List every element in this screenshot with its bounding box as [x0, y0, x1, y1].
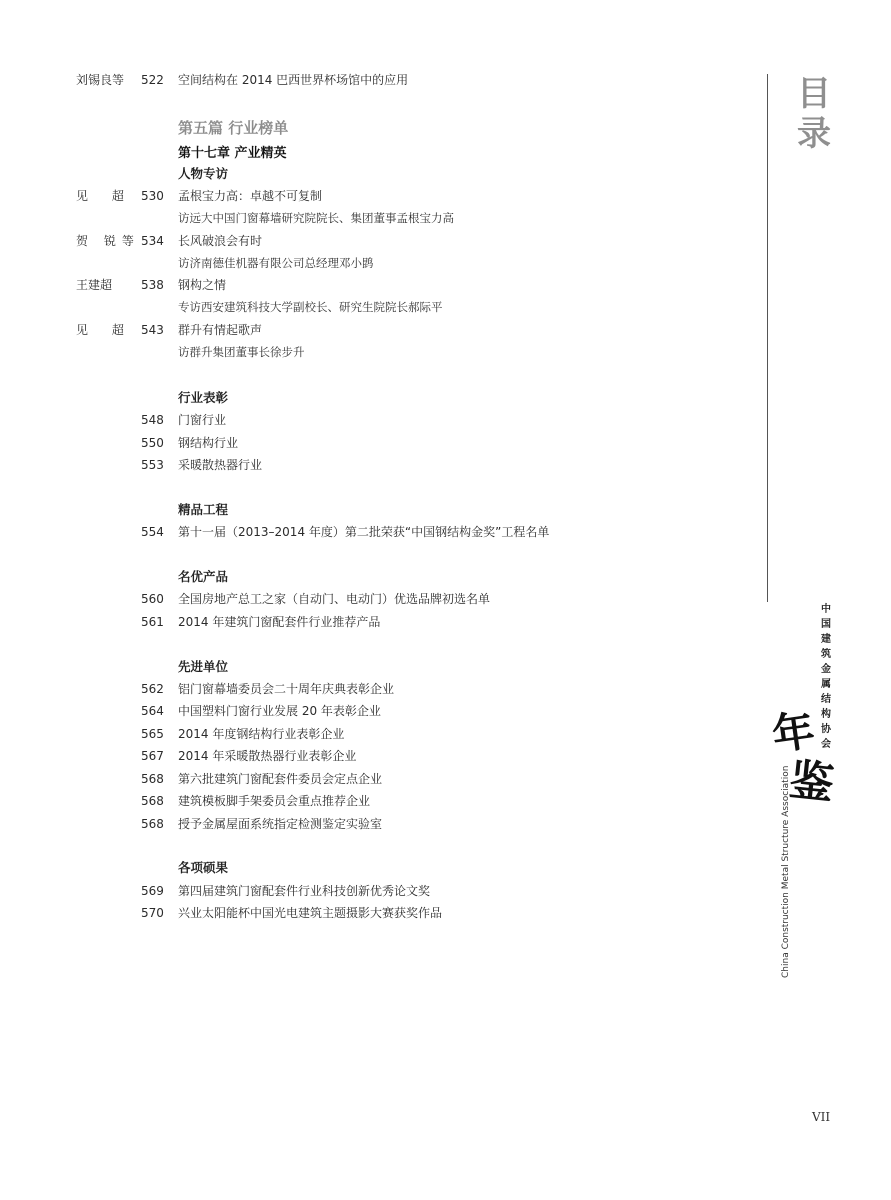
entry-title: 钢结构行业 — [178, 436, 239, 450]
entry-title: 采暖散热器行业 — [178, 458, 263, 472]
contents-heading-char: 目 — [797, 74, 831, 114]
entry-page: 530 — [141, 189, 164, 203]
yearbook-char: 鉴 — [786, 754, 837, 811]
association-char: 结 — [821, 694, 831, 705]
entry-title: 孟根宝力高：卓越不可复制 — [178, 189, 323, 203]
section-heading-interviews: 人物专访 — [178, 166, 229, 181]
entry-author: 贺 锐等 — [76, 234, 140, 248]
entry-subtitle: 访群升集团董事长徐步升 — [178, 345, 305, 359]
entry-page: 561 — [141, 615, 164, 629]
contents-heading — [794, 74, 834, 154]
entry-page: 568 — [141, 817, 164, 831]
entry-title: 2014 年度钢结构行业表彰企业 — [178, 727, 345, 741]
entry-page: 567 — [141, 749, 164, 763]
entry-page: 569 — [141, 884, 164, 898]
entry-subtitle: 访济南德佳机器有限公司总经理邓小鹍 — [178, 256, 374, 270]
association-char: 国 — [821, 619, 831, 630]
entry-page: 568 — [141, 772, 164, 786]
entry-title: 铝门窗幕墙委员会二十周年庆典表彰企业 — [178, 682, 395, 696]
entry-title: 钢构之情 — [178, 278, 227, 292]
entry-page: 538 — [141, 278, 164, 292]
entry-title: 2014 年采暖散热器行业表彰企业 — [178, 749, 357, 763]
entry-title: 兴业太阳能杯中国光电建筑主题摄影大赛获奖作品 — [178, 906, 443, 920]
entry-title: 门窗行业 — [178, 413, 227, 427]
entry-page: 568 — [141, 794, 164, 808]
entry-subtitle: 访远大中国门窗幕墙研究院院长、集团董事孟根宝力高 — [178, 211, 454, 225]
association-char: 建 — [821, 634, 831, 645]
entry-title: 建筑模板脚手架委员会重点推荐企业 — [178, 794, 371, 808]
entry-author: 见 超 — [76, 323, 134, 337]
association-char: 构 — [821, 709, 831, 720]
entry-page: 570 — [141, 906, 164, 920]
association-name-en: China Construction Metal Structure Association — [781, 765, 791, 978]
association-char: 筑 — [821, 649, 831, 660]
entry-title: 长风破浪会有时 — [178, 234, 263, 248]
association-char: 中 — [821, 604, 831, 615]
entry-title: 中国塑料门窗行业发展 20 年表彰企业 — [178, 704, 381, 718]
section-heading-quality-projects: 精品工程 — [178, 502, 229, 517]
entry-author: 见 超 — [76, 189, 134, 203]
association-char: 属 — [821, 679, 831, 690]
association-char: 金 — [821, 664, 831, 675]
entry-page: 550 — [141, 436, 164, 450]
entry-page: 562 — [141, 682, 164, 696]
entry-author: 王建超 — [76, 278, 113, 292]
entry-title: 群升有情起歌声 — [178, 323, 263, 337]
section-heading-commendations: 行业表彰 — [178, 390, 229, 405]
entry-subtitle: 专访西安建筑科技大学副校长、研究生院院长郝际平 — [178, 300, 443, 314]
entry-page: 553 — [141, 458, 164, 472]
entry-title: 第四届建筑门窗配套件行业科技创新优秀论文奖 — [178, 884, 431, 898]
yearbook-char: 年 — [769, 705, 818, 760]
entry-page: 554 — [141, 525, 164, 539]
entry-title: 第十一届（2013–2014 年度）第二批荣获“中国钢结构金奖”工程名单 — [178, 525, 550, 539]
entry-page: 534 — [141, 234, 164, 248]
entry-title: 第六批建筑门窗配套件委员会定点企业 — [178, 772, 383, 786]
entry-page: 565 — [141, 727, 164, 741]
entry-page: 543 — [141, 323, 164, 337]
entry-author: 刘锡良等 — [76, 73, 125, 87]
part-title: 第五篇 行业榜单 — [178, 119, 289, 137]
section-heading-famous-products: 名优产品 — [178, 569, 229, 584]
entry-page: 564 — [141, 704, 164, 718]
entry-page: 560 — [141, 592, 164, 606]
chapter-title: 第十七章 产业精英 — [178, 146, 287, 161]
page-number: VII — [812, 1110, 831, 1124]
contents-heading-char: 录 — [797, 114, 831, 154]
section-heading-achievements: 各项硕果 — [178, 860, 229, 875]
section-heading-advanced-units: 先进单位 — [178, 659, 229, 674]
association-char: 会 — [821, 739, 831, 750]
entry-title: 空间结构在 2014 巴西世界杯场馆中的应用 — [178, 73, 409, 87]
entry-title: 2014 年建筑门窗配套件行业推荐产品 — [178, 615, 381, 629]
vertical-divider — [767, 74, 768, 602]
entry-title: 全国房地产总工之家（自动门、电动门）优选品牌初选名单 — [178, 592, 491, 606]
entry-page: 548 — [141, 413, 164, 427]
association-char: 协 — [821, 724, 831, 735]
entry-title: 授予金属屋面系统指定检测鉴定实验室 — [178, 817, 383, 831]
entry-page: 522 — [141, 73, 164, 87]
